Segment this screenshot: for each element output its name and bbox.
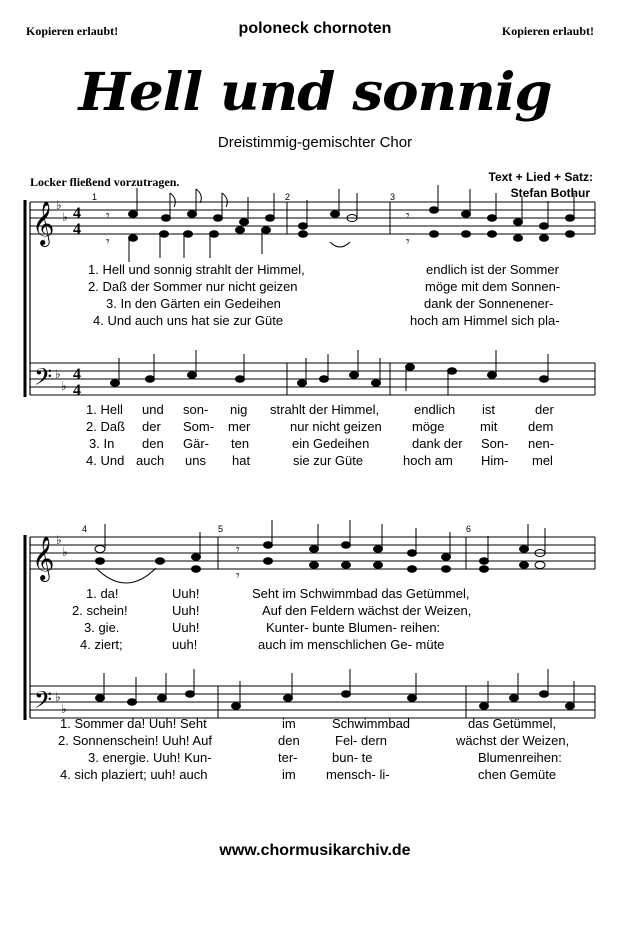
measure-number: 1	[92, 192, 98, 202]
lyrics-verse-3: 3. In den Gärten ein Gedeihen	[106, 296, 281, 311]
lyric-syllable: son-	[183, 402, 209, 417]
footer-website-link[interactable]: www.chormusikarchiv.de	[219, 842, 411, 859]
lyric-syllable: sie zur Güte	[293, 453, 364, 468]
lyrics-verse-1: endlich ist der Sommer	[426, 262, 559, 277]
lyric-syllable: möge	[412, 419, 445, 434]
lyric-syllable: auch	[136, 453, 165, 468]
lyrics-verse-4: hoch am Himmel sich pla-	[410, 313, 560, 328]
lyric-syllable: das Getümmel,	[468, 716, 557, 731]
measure-number: 6	[466, 524, 472, 534]
svg-text:4: 4	[73, 382, 81, 399]
lyric-syllable: uuh!	[172, 637, 198, 652]
notes-treble-2	[95, 520, 545, 583]
lyric-syllable: 3. gie.	[84, 620, 120, 635]
lyric-syllable: nen-	[528, 436, 555, 451]
lyric-syllable: chen Gemüte	[478, 767, 557, 782]
lyric-syllable: Fel- dern	[335, 733, 388, 748]
measure-number: 5	[218, 524, 224, 534]
lyric-syllable: 3. In	[89, 436, 115, 451]
lyric-syllable: nig	[230, 402, 248, 417]
svg-text:𝄾: 𝄾	[106, 207, 110, 223]
copy-allowed-right: Kopieren erlaubt!	[501, 24, 594, 38]
lyric-syllable: Gär-	[183, 436, 209, 451]
lyric-syllable: der	[535, 402, 554, 417]
flat-icon: ♭	[62, 545, 68, 559]
lyric-syllable: ein Gedeihen	[292, 436, 370, 451]
notes-bass-2	[96, 669, 575, 709]
lyric-syllable: mel	[532, 453, 553, 468]
treble-clef-icon: 𝄞	[32, 536, 55, 580]
lyric-syllable: ter-	[278, 750, 298, 765]
lyric-syllable: ten	[231, 436, 250, 451]
lyric-syllable: bun- te	[332, 750, 373, 765]
lyric-syllable: Uuh!	[172, 603, 200, 618]
measure-number: 2	[285, 192, 291, 202]
lyric-syllable: 1. Hell	[86, 402, 123, 417]
lyric-syllable: Him-	[481, 453, 509, 468]
lyric-syllable: 4. ziert;	[80, 637, 123, 652]
lyric-syllable: ist	[482, 402, 495, 417]
treble-clef-icon: 𝄞	[32, 201, 55, 245]
lyric-syllable: 3. energie. Uuh! Kun-	[88, 750, 212, 765]
flat-icon: ♭	[55, 367, 61, 381]
lyric-syllable: Auf den Feldern wächst der Weizen,	[262, 603, 472, 618]
lyric-syllable: hat	[232, 453, 251, 468]
lyric-syllable: 4. sich plaziert; uuh! auch	[60, 767, 208, 782]
flat-icon: ♭	[55, 690, 61, 704]
lyric-syllable: Seht im Schwimmbad das Getümmel,	[252, 586, 470, 601]
svg-text:𝄾: 𝄾	[106, 233, 110, 249]
lyric-syllable: 1. da!	[86, 586, 119, 601]
copy-allowed-left: Kopieren erlaubt!	[26, 24, 119, 38]
bass-clef-icon: 𝄢	[34, 363, 53, 396]
lyric-syllable: und	[142, 402, 164, 417]
lyrics-verse-4: 4. Und auch uns hat sie zur Güte	[93, 313, 284, 328]
lyric-syllable: dem	[528, 419, 554, 434]
lyrics-verse-2: möge mit dem Sonnen-	[425, 279, 561, 294]
bass-staff-1	[30, 363, 595, 395]
lyric-syllable: auch im menschlichen Ge- müte	[258, 637, 445, 652]
svg-text:𝄾: 𝄾	[236, 567, 240, 583]
song-subtitle: Dreistimmig-gemischter Chor	[217, 134, 413, 151]
lyric-syllable: Schwimmbad	[332, 716, 411, 731]
svg-text:𝄾: 𝄾	[236, 541, 240, 557]
brand-title: poloneck chornoten	[238, 20, 392, 37]
lyric-syllable: strahlt der Himmel,	[270, 402, 380, 417]
lyric-syllable: wächst der Weizen,	[456, 733, 570, 748]
lyric-syllable: der	[142, 419, 161, 434]
lyric-syllable: den	[278, 733, 300, 748]
svg-text:4: 4	[73, 205, 81, 222]
notes-bass-1	[111, 350, 549, 395]
lyric-syllable: Som-	[183, 419, 215, 434]
svg-text:𝄾: 𝄾	[406, 233, 410, 249]
lyric-syllable: Kunter- bunte Blumen- reihen:	[266, 620, 441, 635]
flat-icon: ♭	[61, 379, 67, 393]
notes-treble-1	[106, 185, 575, 262]
lyric-syllable: mer	[228, 419, 251, 434]
bass-clef-icon: 𝄢	[34, 686, 53, 719]
lyric-syllable: endlich	[414, 402, 456, 417]
lyric-syllable: im	[282, 767, 296, 782]
lyrics-verse-1: 1. Hell und sonnig strahlt der Himmel,	[88, 262, 305, 277]
lyrics-verse-2: 2. Daß der Sommer nur nicht geizen	[88, 279, 298, 294]
lyric-syllable: dank der	[412, 436, 463, 451]
lyric-syllable: 4. Und	[86, 453, 125, 468]
svg-text:4: 4	[73, 221, 81, 238]
lyric-syllable: Son-	[481, 436, 509, 451]
lyrics-verse-3: dank der Sonnenener-	[424, 296, 554, 311]
flat-icon: ♭	[56, 533, 62, 547]
svg-text:𝄾: 𝄾	[406, 207, 410, 223]
lyric-syllable: hoch am	[403, 453, 453, 468]
composer-name: Stefan Bothur	[510, 186, 590, 200]
lyric-syllable: 2. schein!	[72, 603, 128, 618]
lyric-syllable: 2. Daß	[86, 419, 126, 434]
flat-icon: ♭	[62, 210, 68, 224]
measure-number: 3	[390, 192, 396, 202]
song-title: Hell und sonnig	[78, 62, 552, 123]
lyric-syllable: im	[282, 716, 296, 731]
tempo-marking: Locker fließend vorzutragen.	[30, 175, 180, 189]
bass-staff-2	[30, 686, 595, 718]
lyric-syllable: Uuh!	[172, 586, 200, 601]
lyric-syllable: den	[142, 436, 164, 451]
lyric-syllable: 1. Sommer da! Uuh! Seht	[60, 716, 207, 731]
flat-icon: ♭	[56, 198, 62, 212]
lyric-syllable: uns	[185, 453, 206, 468]
lyric-syllable: Blumenreihen:	[478, 750, 562, 765]
flat-icon: ♭	[61, 702, 67, 716]
lyric-syllable: mit	[480, 419, 498, 434]
svg-text:4: 4	[73, 366, 81, 383]
measure-number: 4	[82, 524, 88, 534]
lyric-syllable: 2. Sonnenschein! Uuh! Auf	[58, 733, 212, 748]
treble-staff-1	[30, 202, 595, 234]
lyric-syllable: nur nicht geizen	[290, 419, 382, 434]
lyric-syllable: mensch- li-	[326, 767, 390, 782]
credit-label: Text + Lied + Satz:	[488, 170, 593, 184]
lyric-syllable: Uuh!	[172, 620, 200, 635]
